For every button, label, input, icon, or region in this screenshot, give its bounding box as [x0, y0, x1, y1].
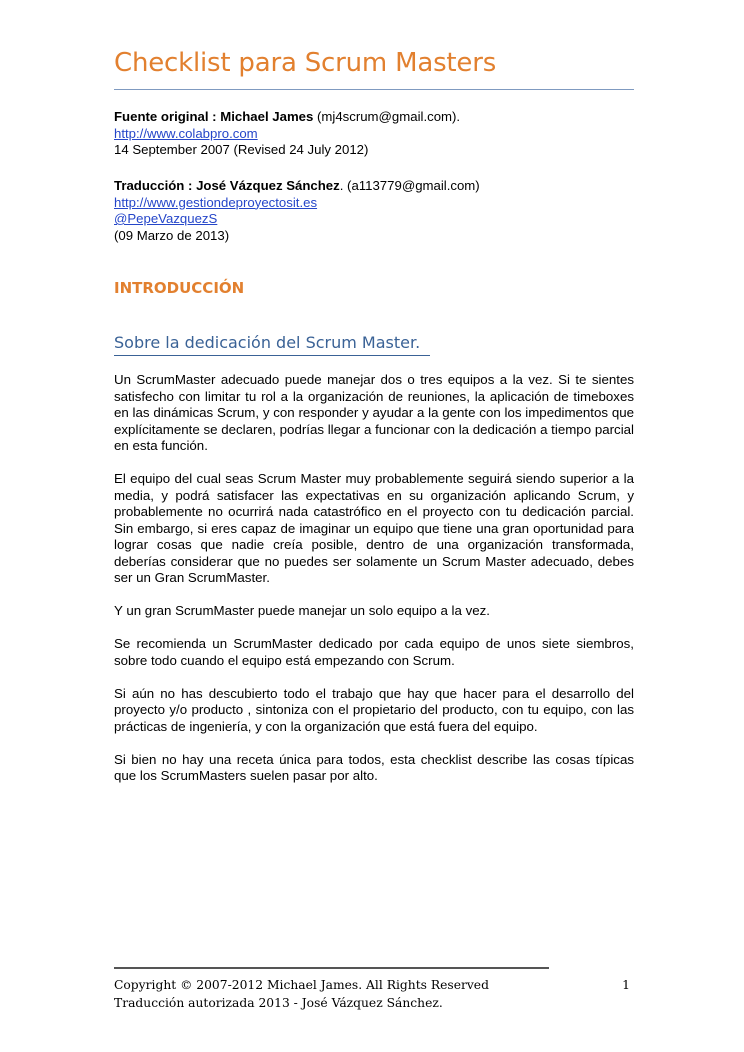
- subsection-underline: [114, 355, 430, 356]
- page-footer: [114, 976, 634, 1012]
- paragraph: Se recomienda un ScrumMaster dedicado por cada equipo de unos siete siembros, sobre todo cuando el equipo está empezando con Scrum.: [114, 636, 634, 668]
- footer-translation-note: Traducción autorizada 2013 - José Vázquez Sánchez.: [114, 996, 443, 1010]
- source-url-link[interactable]: http://www.colabpro.com: [114, 125, 258, 141]
- paragraph: Y un gran ScrumMaster puede manejar un solo equipo a la vez.: [114, 603, 490, 618]
- footer-divider: [114, 967, 549, 969]
- body-text: [114, 372, 634, 801]
- document-title: Checklist para Scrum Masters: [114, 48, 497, 78]
- translation-label: Traducción : José Vázquez Sánchez: [114, 178, 340, 193]
- footer-copyright: Copyright © 2007-2012 Michael James. All Rights Reserved: [114, 978, 489, 992]
- paragraph: El equipo del cual seas Scrum Master muy probablemente seguirá siendo superior a la media, y podrá satisfacer las expectativas en su organización aplicando Scrum, y probablemente no ocurrirá nada catastrófico en el proyecto con tu dedicación parcial. Sin embargo, si eres capaz de imaginar un equipo que tiene una gran oportunidad para lograr cosas que nadie creía posible, dentro de una organización transformada, deberías considerar que no puedes ser solamente un Scrum Master adecuado, debes ser un Gran ScrumMaster.: [114, 471, 634, 585]
- page-number: 1: [622, 978, 630, 992]
- translation-info: [114, 178, 480, 244]
- translation-date: (09 Marzo de 2013): [114, 227, 230, 243]
- paragraph: Si aún no has descubierto todo el trabajo que hay que hacer para el desarrollo del proyecto y/o producto , sintoniza con el propietario del producto, con tu equipo, con las prácticas de ingeniería, y con la organización que está fuera del equipo.: [114, 685, 634, 734]
- translation-url-link[interactable]: http://www.gestiondeproyectosit.es: [114, 194, 318, 210]
- subsection-heading: Sobre la dedicación del Scrum Master.: [114, 333, 421, 352]
- translation-email: . (a113779@gmail.com): [339, 178, 480, 193]
- source-date: 14 September 2007 (Revised 24 July 2012): [114, 142, 369, 157]
- translation-twitter-link[interactable]: @PepeVazquezS: [114, 211, 218, 226]
- title-underline: [114, 89, 634, 90]
- paragraph: Un ScrumMaster adecuado puede manejar dos o tres equipos a la vez. Si te sientes satisfecho con limitar tu rol a la organización de reuniones, la aplicación de timeboxes en las dinámicas Scrum, y con responder y ayudar a la gente con los impedimentos que explícitamente se declaren, podrías llegar a funcionar con la dedicación a tiempo parcial en esta función.: [114, 372, 634, 453]
- section-heading: INTRODUCCIÓN: [114, 279, 245, 297]
- source-label: Fuente original : Michael James: [114, 109, 314, 124]
- source-info: [114, 109, 460, 159]
- source-email: (mj4scrum@gmail.com).: [313, 109, 461, 124]
- paragraph: Si bien no hay una receta única para todos, esta checklist describe las cosas típicas que los ScrumMasters suelen pasar por alto.: [114, 751, 634, 783]
